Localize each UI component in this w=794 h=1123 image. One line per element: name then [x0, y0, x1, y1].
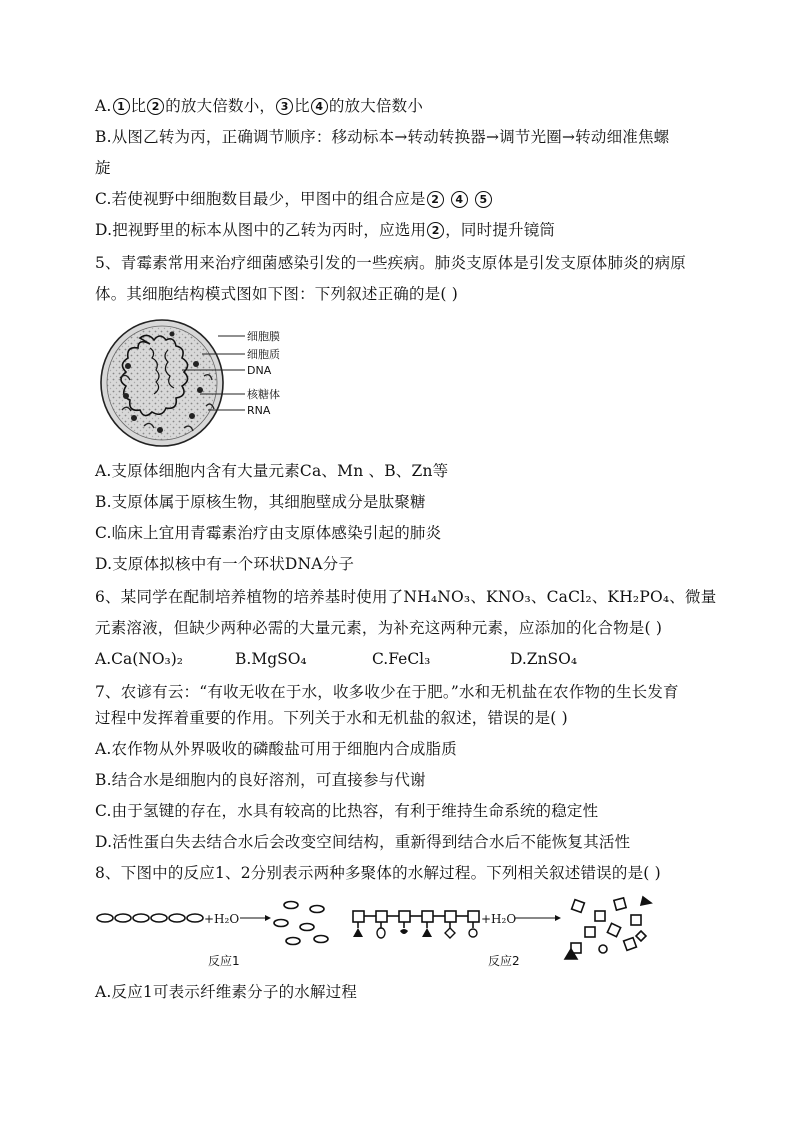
text: 的放大倍数小， — [165, 97, 276, 115]
q6-option-d: D.ZnSO₄ — [510, 650, 578, 668]
q7-stem-line1: 7、农谚有云：“有收无收在于水，收多收少在于肥。”水和无机盐在农作物的生长发育 — [95, 683, 679, 701]
text: D.把视野里的标本从图中的乙转为丙时，应选用 — [95, 221, 427, 239]
reaction2-monomers — [565, 897, 651, 959]
text: 比 — [294, 97, 310, 115]
circled-number: 5 — [475, 191, 492, 208]
text: 比 — [130, 97, 147, 115]
circled-number: 2 — [147, 98, 164, 115]
q4-option-b: B.从图乙转为丙，正确调节顺序：移动标本→转动转换器→调节光圈→转动细准焦螺 — [95, 128, 670, 146]
hydrolysis-diagram — [95, 893, 705, 973]
circled-number: 4 — [451, 191, 468, 208]
circled-number: 3 — [276, 98, 293, 115]
q6-option-c: C.FeCl₃ — [372, 650, 431, 668]
q8-stem: 8、下图中的反应1、2分别表示两种多聚体的水解过程。下列相关叙述错误的是( ) — [95, 864, 661, 882]
q7-option-c: C.由于氢键的存在，水具有较高的比热容，有利于维持生命系统的稳定性 — [95, 802, 599, 820]
q5-option-d: D.支原体拟核中有一个环状DNA分子 — [95, 555, 355, 573]
q4-option-d — [95, 219, 705, 241]
reaction2-label: 反应2 — [488, 954, 520, 968]
circled-number: 4 — [311, 98, 328, 115]
circled-number: 1 — [113, 98, 130, 115]
reaction2-polymer-chain — [353, 911, 479, 928]
label-dna: DNA — [247, 364, 272, 377]
h2o-label-2: +H₂O — [481, 912, 517, 926]
h2o-label-1: +H₂O — [204, 912, 240, 926]
q5-stem-line2: 体。其细胞结构模式图如下图：下列叙述正确的是( ) — [95, 285, 459, 303]
text: A. — [95, 97, 112, 115]
q5-option-c: C.临床上宜用青霉素治疗由支原体感染引起的肺炎 — [95, 524, 442, 542]
q6-option-a: A.Ca(NO₃)₂ — [95, 650, 184, 668]
text: 的放大倍数小 — [328, 97, 424, 115]
q6-stem-line2: 元素溶液，但缺少两种必需的大量元素，为补充这两种元素，应添加的化合物是( ) — [95, 619, 663, 637]
text: C.若使视野中细胞数目最少，甲图中的组合应是 — [95, 190, 426, 208]
q5-option-a: A.支原体细胞内含有大量元素Ca、Mn 、B、Zn等 — [95, 462, 449, 480]
reaction1-label: 反应1 — [208, 954, 240, 968]
circled-number: 2 — [427, 191, 444, 208]
circled-number: 2 — [427, 222, 444, 239]
label-rna: RNA — [247, 404, 271, 417]
reaction1-monomers — [274, 902, 328, 945]
q5-option-b: B.支原体属于原核生物，其细胞壁成分是肽聚糖 — [95, 493, 426, 511]
q4-option-c — [95, 188, 705, 210]
label-ribosome: 核糖体 — [247, 388, 280, 401]
label-cytoplasm: 细胞质 — [247, 348, 280, 361]
q7-stem-line2: 过程中发挥着重要的作用。下列关于水和无机盐的叙述，错误的是( ) — [95, 709, 568, 727]
q4-option-b-cont: 旋 — [95, 159, 111, 177]
q7-option-d: D.活性蛋白失去结合水后会改变空间结构，重新得到结合水后不能恢复其活性 — [95, 833, 631, 851]
reaction2-side-groups — [353, 928, 477, 938]
q7-option-b: B.结合水是细胞内的良好溶剂，可直接参与代谢 — [95, 771, 426, 789]
label-membrane: 细胞膜 — [247, 330, 280, 343]
q8-option-a: A.反应1可表示纤维素分子的水解过程 — [95, 983, 358, 1001]
mycoplasma-cell-diagram — [100, 318, 300, 450]
text: ，同时提升镜筒 — [445, 221, 556, 239]
q6-stem-line1: 6、某同学在配制培养植物的培养基时使用了NH₄NO₃、KNO₃、CaCl₂、KH₂PO₄、微量 — [95, 588, 717, 606]
reaction1-polymer-chain — [97, 914, 203, 922]
q6-option-b: B.MgSO₄ — [235, 650, 307, 668]
q5-stem-line1: 5、青霉素常用来治疗细菌感染引发的一些疾病。肺炎支原体是引发支原体肺炎的病原 — [95, 254, 686, 272]
q4-option-a — [95, 95, 705, 117]
q7-option-a: A.农作物从外界吸收的磷酸盐可用于细胞内合成脂质 — [95, 740, 457, 758]
